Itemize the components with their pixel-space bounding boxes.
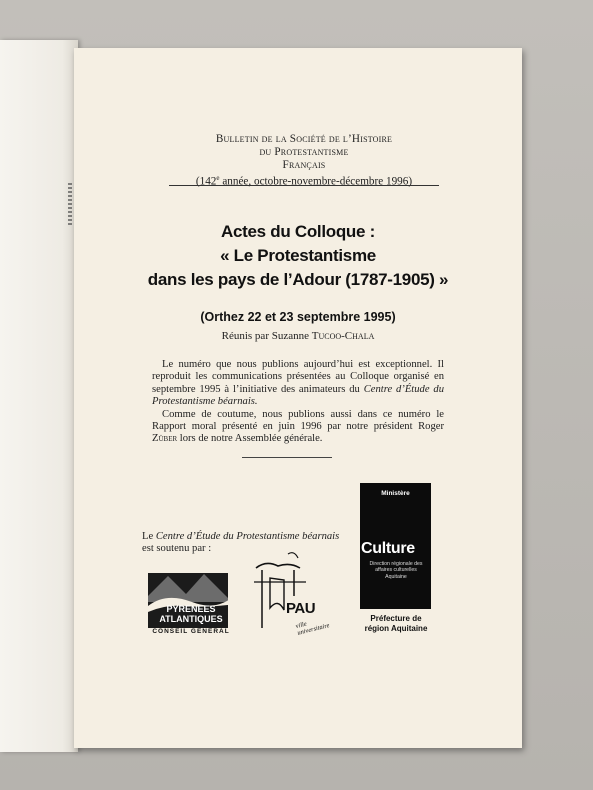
- support-prefix: Le: [142, 531, 156, 542]
- paragraph-2-text: Comme de coutume, nous publions aussi dans ce numéro le Rapport moral présenté en juin 1996 par notre président Roger: [152, 408, 444, 433]
- pa-label-line-2: ATLANTIQUES: [159, 614, 223, 624]
- culture-wordmark: Culture: [361, 540, 415, 557]
- bulletin-issue-date: année, octobre-novembre-décembre 1996): [219, 175, 413, 188]
- title-line-3: dans les pays de l’Adour (1787-1905) »: [147, 270, 449, 289]
- prefecture-line-2: région Aquitaine: [364, 624, 428, 633]
- support-line-2: est soutenu par :: [142, 543, 212, 554]
- pa-label-line-1: PYRENEES: [166, 604, 216, 614]
- prefecture-line-1: Préfecture de: [370, 614, 422, 623]
- pa-conseil-general: CONSEIL GENERAL: [152, 628, 230, 635]
- intro-text: [152, 359, 444, 446]
- bulletin-line-3: Français: [282, 159, 326, 171]
- pau-logo: [248, 548, 338, 637]
- section-divider: [242, 457, 332, 458]
- spine-label: [68, 183, 72, 227]
- editor-prefix: Réunis par Suzanne: [221, 330, 312, 342]
- culture-ministere: Ministère: [381, 490, 410, 497]
- paragraph-1: [152, 359, 444, 409]
- editor-credit: [94, 330, 502, 342]
- bulletin-line-2: du Protestantisme: [259, 146, 349, 158]
- paragraph-1-emphasis: Centre d’Étude du Protestantisme béarnais.: [152, 383, 444, 408]
- paragraph-2: [152, 409, 444, 446]
- culture-direction: Direction régionale des affaires culturelles Aquitaine: [369, 561, 423, 580]
- page-title: [94, 220, 502, 292]
- left-page: [0, 40, 78, 752]
- paragraph-2-end: lors de notre Assemblée générale.: [177, 433, 323, 445]
- colloque-dates: (Orthez 22 et 23 septembre 1995): [200, 310, 396, 324]
- bulletin-line-4: [169, 172, 439, 189]
- pau-wordmark: PAU: [286, 600, 316, 617]
- president-name: Züber: [152, 433, 178, 445]
- title-line-2: « Le Protestantisme: [220, 246, 376, 265]
- culture-logo: [360, 483, 431, 609]
- editor-name: Tucoo-Chala: [311, 330, 375, 342]
- header-rule: [169, 185, 439, 186]
- bulletin-issue-sup: e: [216, 174, 220, 182]
- support-line-1: [142, 531, 372, 543]
- prefecture-label: [354, 614, 438, 634]
- book-page: [74, 48, 522, 748]
- bulletin-header: [169, 133, 439, 189]
- pau-signature: ville universitaire: [294, 620, 331, 637]
- support-centre-name: Centre d’Étude du Protestantisme béarnais: [155, 531, 340, 542]
- pyrenees-atlantiques-logo: [146, 568, 236, 638]
- bulletin-line-1: Bulletin de la Société de l’Histoire: [215, 133, 393, 145]
- title-line-1: Actes du Colloque :: [221, 222, 375, 241]
- paragraph-1-text: Le numéro que nous publions aujourd’hui est exceptionnel. Il reproduit les communications présentées au Colloque organisé en septembre 1995 à l’initiative des animateurs du: [152, 359, 444, 395]
- bulletin-issue-number: (142: [195, 175, 217, 188]
